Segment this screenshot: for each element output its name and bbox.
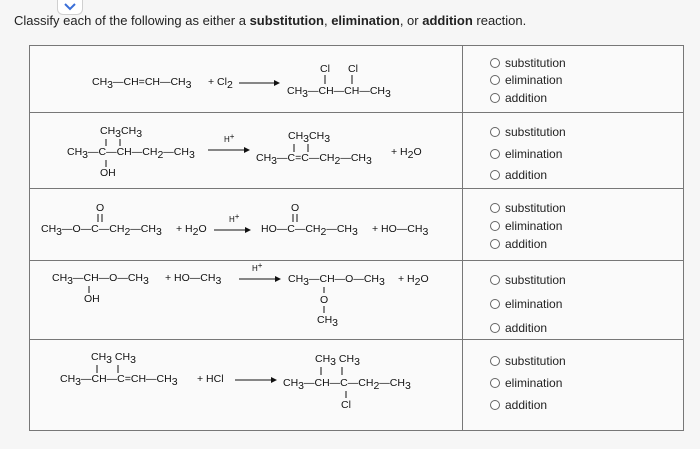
prompt-separator-1: , [323,13,332,28]
prompt-separator-2: , or [399,13,423,28]
option-label: substitution [505,56,566,70]
option-label: elimination [505,297,563,311]
reaction-5-option-elimination[interactable] [490,376,562,390]
reaction-1-equation [30,46,462,113]
reaction-3-product: HO—C—CH2—CH3 [261,223,358,238]
reaction-row-1 [30,46,683,113]
radio-icon[interactable] [490,93,500,103]
radio-icon[interactable] [490,75,500,85]
reaction-5-option-substitution[interactable] [490,354,566,368]
reaction-5-option-addition[interactable] [490,398,547,412]
radio-icon[interactable] [490,221,500,231]
reaction-1-reactant: CH3—CH=CH—CH3 [92,76,192,91]
radio-icon[interactable] [490,400,500,410]
reaction-5-product-top: CH3 CH3 [315,353,360,368]
radio-icon[interactable] [490,378,500,388]
reaction-4-reagent: + HO—CH3 [165,272,222,287]
option-label: addition [505,321,548,335]
reaction-4-option-substitution[interactable] [490,273,566,287]
reaction-2-condition: H+ [224,132,235,144]
reaction-1-product: CH3—CH—CH—CH3 [287,85,391,100]
reaction-1-option-addition[interactable] [490,91,547,105]
reaction-2-option-substitution[interactable] [490,125,566,139]
reaction-4-condition: H+ [252,261,263,273]
reaction-2-product: CH3—C=C—CH2—CH3 [256,152,372,167]
reaction-5-reactant: CH3—CH—C=CH—CH3 [60,373,178,388]
reaction-3-reagent: + H2O [176,223,207,238]
reaction-4-option-elimination[interactable] [490,297,562,311]
option-label: elimination [505,376,563,390]
reaction-5-reagent: + HCl [197,373,224,385]
option-label: substitution [505,125,566,139]
chevron-down-icon [64,3,76,11]
reaction-4-options [462,261,683,339]
prompt-prefix: Classify each of the following as either a [14,13,250,28]
reaction-4-product-methyl: CH3 [317,314,339,329]
reaction-1-product-cl-a: Cl [320,63,330,75]
reaction-4-option-addition[interactable] [490,321,547,335]
reaction-5-product-cl: Cl [341,399,351,411]
prompt-suffix: reaction. [472,13,527,28]
reaction-5-product: CH3—CH—C—CH2—CH3 [283,377,411,392]
reaction-5-equation [30,340,462,430]
question-prompt [14,13,526,28]
reaction-4-product: CH3—CH—O—CH3 [288,273,385,288]
radio-icon[interactable] [490,149,500,159]
option-label: substitution [505,273,566,287]
option-label: addition [505,91,548,105]
reaction-row-5 [30,340,683,430]
reaction-3-reactant: CH3—O—C—CH2—CH3 [41,223,162,238]
reaction-3-product-oxygen: O [291,202,300,214]
radio-icon[interactable] [490,323,500,333]
radio-icon[interactable] [490,239,500,249]
option-label: addition [505,237,548,251]
reaction-row-2 [30,113,683,189]
reaction-3-condition: H+ [229,212,240,224]
radio-icon[interactable] [490,170,500,180]
reaction-2-options [462,113,683,188]
reaction-row-3 [30,189,683,261]
option-label: substitution [505,354,566,368]
reaction-3-reactant-oxygen: O [96,202,105,214]
reaction-3-option-substitution[interactable] [490,201,566,215]
reaction-3-option-addition[interactable] [490,237,547,251]
reaction-4-product-water: + H2O [398,273,429,288]
radio-icon[interactable] [490,58,500,68]
reaction-3-equation [30,189,462,261]
reaction-2-reactant: CH3—C—CH—CH2—CH3 [67,146,195,161]
reaction-4-equation [30,261,462,340]
radio-icon[interactable] [490,356,500,366]
radio-icon[interactable] [490,275,500,285]
reaction-1-option-elimination[interactable] [490,73,562,87]
radio-icon[interactable] [490,203,500,213]
reaction-3-product-methanol: + HO—CH3 [372,223,429,238]
reaction-2-product-water: + H2O [391,146,422,161]
reaction-4-reactant: CH3—CH—O—CH3 [52,272,149,287]
reaction-2-option-elimination[interactable] [490,147,562,161]
reaction-2-equation [30,113,462,189]
prompt-word-addition: addition [422,13,473,28]
reaction-3-options [462,189,683,260]
reaction-2-reactant-oh: OH [100,167,116,179]
radio-icon[interactable] [490,299,500,309]
reaction-4-reactant-oh: OH [84,293,100,305]
option-label: substitution [505,201,566,215]
reaction-2-product-top: CH3CH3 [288,130,331,145]
option-label: elimination [505,147,563,161]
reaction-row-4 [30,261,683,340]
reaction-5-reactant-top: CH3 CH3 [91,351,136,366]
reaction-table [29,45,684,431]
reaction-1-reagent: + Cl2 [208,76,233,91]
option-label: elimination [505,219,563,233]
radio-icon[interactable] [490,127,500,137]
reaction-5-options [462,340,683,430]
prompt-word-elimination: elimination [331,13,400,28]
reaction-2-reactant-top: CH3CH3 [100,125,143,140]
reaction-4-product-oxygen: O [320,294,329,306]
option-label: addition [505,398,548,412]
option-label: addition [505,168,548,182]
prompt-word-substitution: substitution [249,13,324,28]
option-label: elimination [505,73,563,87]
reaction-1-product-cl-b: Cl [348,63,358,75]
reaction-2-option-addition[interactable] [490,168,547,182]
reaction-3-option-elimination[interactable] [490,219,562,233]
reaction-1-option-substitution[interactable] [490,56,566,70]
reaction-1-options [462,46,683,112]
